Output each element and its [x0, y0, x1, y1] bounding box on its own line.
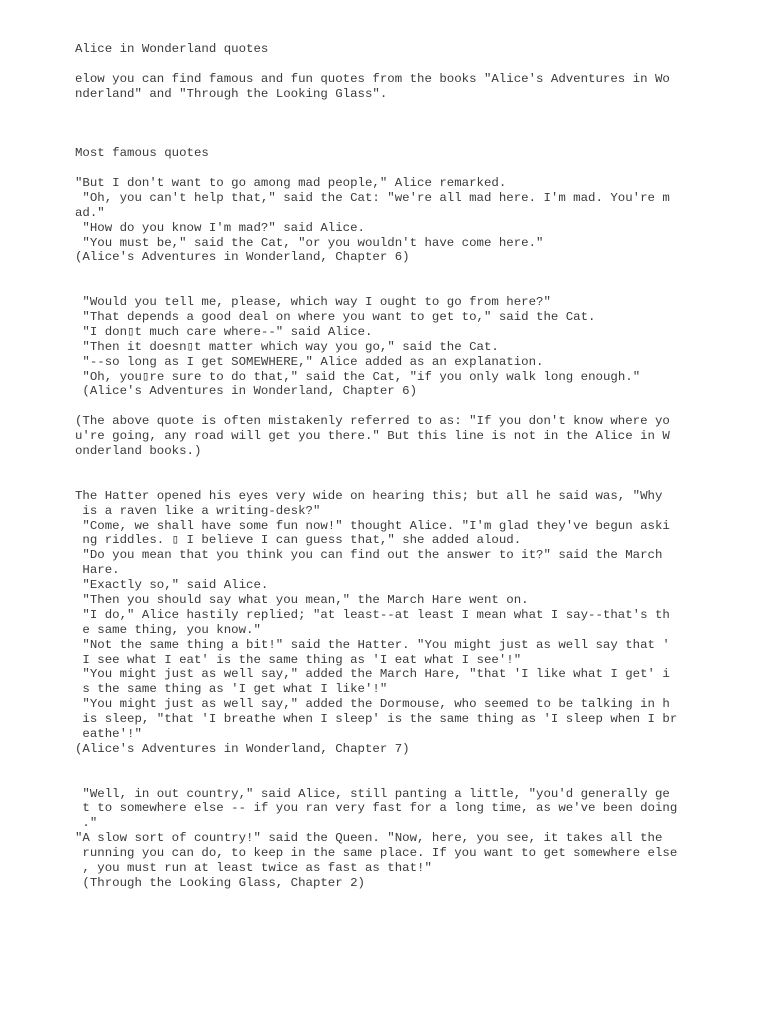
quote-line: ng riddles. ▯ I believe I can guess that," she added aloud.: [75, 533, 522, 548]
spacer: [75, 57, 685, 72]
spacer: [75, 757, 685, 772]
quote-line: Hare.: [75, 563, 120, 578]
quote-line: running you can do, to keep in the same place. If you want to get somewhere else: [75, 846, 678, 861]
quote-line: "I don▯t much care where--" said Alice.: [75, 324, 373, 339]
quote-line: I see what I eat' is the same thing as 'I eat what I see'!": [75, 652, 522, 667]
spacer: [75, 265, 685, 280]
quote-line: "Then it doesn▯t matter which way you go," said the Cat.: [75, 339, 499, 354]
quote-line: "You must be," said the Cat, "or you wouldn't have come here.": [75, 235, 544, 250]
spacer: [75, 459, 685, 474]
quote-line: "Well, in out country," said Alice, still panting a little, "you'd generally ge: [75, 786, 670, 801]
quote-source: (Alice's Adventures in Wonderland, Chapter 7): [75, 741, 410, 756]
quote-line: is a raven like a writing-desk?": [75, 503, 321, 518]
quote-line: "--so long as I get SOMEWHERE," Alice added as an explanation.: [75, 354, 544, 369]
quote-source: (Alice's Adventures in Wonderland, Chapter 6): [75, 250, 410, 265]
quote-line: "A slow sort of country!" said the Queen. "Now, here, you see, it takes all the: [75, 831, 663, 846]
quote-line: "I do," Alice hastily replied; "at least--at least I mean what I say--that's th: [75, 607, 670, 622]
spacer: [75, 131, 685, 146]
quote-line: "Oh, you▯re sure to do that," said the Cat, "if you only walk long enough.": [75, 369, 641, 384]
quote-line: s the same thing as 'I get what I like'!": [75, 682, 388, 697]
document-title: Alice in Wonderland quotes: [75, 42, 269, 56]
quote-line: The Hatter opened his eyes very wide on hearing this; but all he said was, "Why: [75, 488, 663, 503]
quote-line: "Then you should say what you mean," the March Hare went on.: [75, 592, 529, 607]
spacer: [75, 102, 685, 117]
note-line: onderland books.): [75, 444, 202, 459]
document-page: [75, 42, 685, 891]
quote-line: is sleep, "that 'I breathe when I sleep' is the same thing as 'I sleep when I br: [75, 712, 678, 727]
spacer: [75, 474, 685, 489]
quote-line: "Oh, you can't help that," said the Cat: "we're all mad here. I'm mad. You're m: [75, 190, 670, 205]
quote-line: "Would you tell me, please, which way I ought to go from here?": [75, 295, 551, 310]
quote-line: "You might just as well say," added the March Hare, "that 'I like what I get' i: [75, 667, 670, 682]
quote-line: "How do you know I'm mad?" said Alice.: [75, 220, 365, 235]
quote-source: (Alice's Adventures in Wonderland, Chapter 6): [75, 384, 418, 399]
spacer: [75, 399, 685, 414]
quote-line: "Exactly so," said Alice.: [75, 578, 269, 593]
quote-line: eathe'!": [75, 726, 142, 741]
quote-line: .": [75, 816, 98, 831]
spacer: [75, 772, 685, 787]
quote-line: "But I don't want to go among mad people," Alice remarked.: [75, 176, 507, 191]
quote-line: "That depends a good deal on where you want to get to," said the Cat.: [75, 310, 596, 325]
intro-line: elow you can find famous and fun quotes from the books "Alice's Adventures in Wo: [75, 71, 670, 86]
spacer: [75, 161, 685, 176]
spacer: [75, 116, 685, 131]
quote-line: t to somewhere else -- if you ran very fast for a long time, as we've been doing: [75, 801, 678, 816]
intro-line: nderland" and "Through the Looking Glass".: [75, 86, 388, 101]
quote-line: ad.": [75, 205, 105, 220]
quote-line: "Come, we shall have some fun now!" thought Alice. "I'm glad they've begun aski: [75, 518, 670, 533]
quote-line: "Do you mean that you think you can find out the answer to it?" said the March: [75, 548, 663, 563]
quote-line: e same thing, you know.": [75, 622, 261, 637]
quote-line: "Not the same thing a bit!" said the Hatter. "You might just as well say that ': [75, 637, 670, 652]
spacer: [75, 280, 685, 295]
quote-line: "You might just as well say," added the Dormouse, who seemed to be talking in h: [75, 697, 670, 712]
quote-source: (Through the Looking Glass, Chapter 2): [75, 875, 365, 890]
note-line: (The above quote is often mistakenly referred to as: "If you don't know where yo: [75, 414, 670, 429]
note-line: u're going, any road will get you there." But this line is not in the Alice in W: [75, 429, 670, 444]
quote-line: , you must run at least twice as fast as that!": [75, 860, 432, 875]
section-heading: Most famous quotes: [75, 146, 209, 161]
